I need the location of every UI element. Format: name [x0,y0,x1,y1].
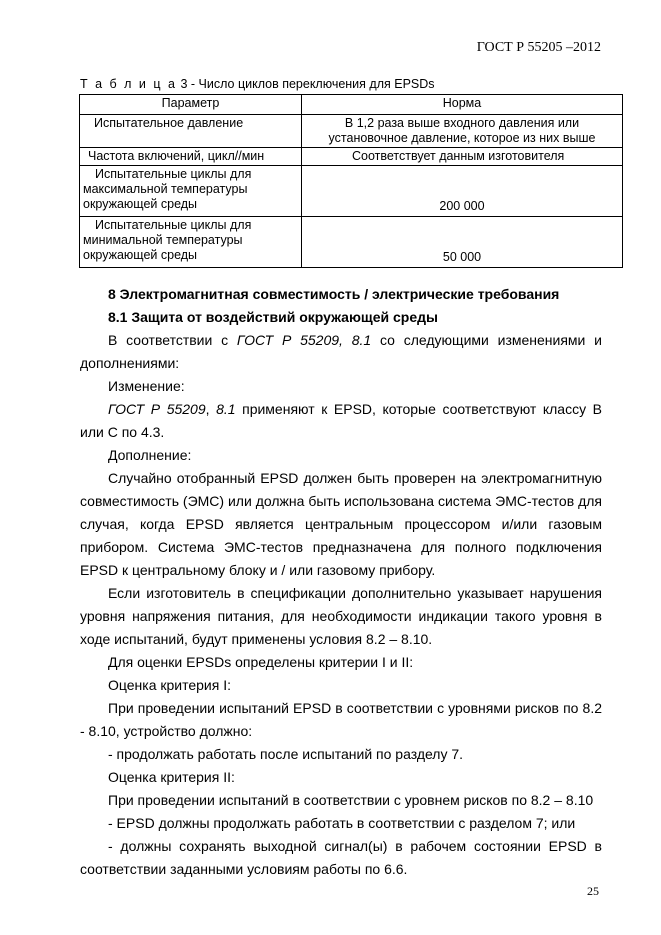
page-number: 25 [587,884,599,898]
list-item: - продолжать работать после испытаний по разделу 7. [108,746,464,762]
subsection-heading: 8.1 Защита от воздействий окружающей среды [108,309,438,325]
row-parameter: Испытательные циклы для минимальной температуры окружающей среды [80,217,302,268]
addition-label: Дополнение: [108,447,192,463]
column-header-parameter: Параметр [80,95,302,115]
paragraph [80,329,602,375]
table-row [80,148,623,166]
row-parameter: Частота включений, цикл//мин [80,148,302,166]
list-item: - EPSD должны продолжать работать в соответствии с разделом 7; или [108,815,576,831]
table-caption [80,77,435,91]
table-row [80,217,623,268]
column-header-norm: Норма [302,95,623,115]
row-norm: 200 000 [302,166,623,217]
row-parameter: Испытательные циклы для максимальной температуры окружающей среды [80,166,302,217]
change-label: Изменение: [108,378,185,394]
standard-header: ГОСТ Р 55205 –2012 [476,40,601,55]
standard-reference: ГОСТ Р 55209 [108,401,206,417]
paragraph-text: В соответствии с [108,332,237,348]
row-norm: Соответствует данным изготовителя [302,148,623,166]
table-row [80,115,623,148]
standard-reference: ГОСТ Р 55209, 8.1 [236,332,372,348]
paragraph-text: применяют к EPSD, которые соответствуют классу В или С по 4.3. [80,401,602,440]
paragraph: Случайно отобранный EPSD должен быть проверен на электромагнитную совместимость (ЭМС) или должна быть использована система ЭМС-тестов для случая, когда EPSD является центральным процессором и/или газовым прибором. Система ЭМС-тестов предназначена для полного подключения EPSD к центральному блоку и / или газовому прибору. [80,470,602,578]
paragraph: Если изготовитель в спецификации дополнительно указывает нарушения уровня напряжения питания, для необходимости индикации такого уровня в ходе испытаний, будут применены условия 8.2 – 8.10. [80,585,602,647]
row-norm: 50 000 [302,217,623,268]
table-header-row [80,95,623,115]
row-norm: В 1,2 раза выше входного давления или установочное давление, которое из них выше [302,115,623,148]
list-item: - должны сохранять выходной сигнал(ы) в рабочем состоянии EPSD в соответствии заданными условиям работы по 6.6. [80,838,602,877]
paragraph: Для оценки EPSDs определены критерии I и II: [108,654,414,670]
paragraph-text: , [205,401,217,417]
cycles-table [79,94,623,268]
paragraph: Оценка критерия II: [108,769,235,785]
paragraph-text: со следующими изменениями и дополнениями: [80,332,603,371]
table-row [80,166,623,217]
paragraph: Оценка критерия I: [108,677,232,693]
paragraph [80,398,602,444]
table-caption-prefix: Т а б л и ц а [80,77,177,91]
row-parameter: Испытательное давление [80,115,302,148]
paragraph: При проведении испытаний EPSD в соответствии с уровнями рисков по 8.2 - 8.10, устройство должно: [80,700,602,739]
section-heading: 8 Электромагнитная совместимость / электрические требования [108,286,560,302]
paragraph: При проведении испытаний в соответствии с уровнем рисков по 8.2 – 8.10 [108,792,594,808]
section-body [80,283,602,881]
table-caption-title: 3 - Число циклов переключения для EPSDs [176,77,435,91]
clause-reference: 8.1 [216,401,236,417]
